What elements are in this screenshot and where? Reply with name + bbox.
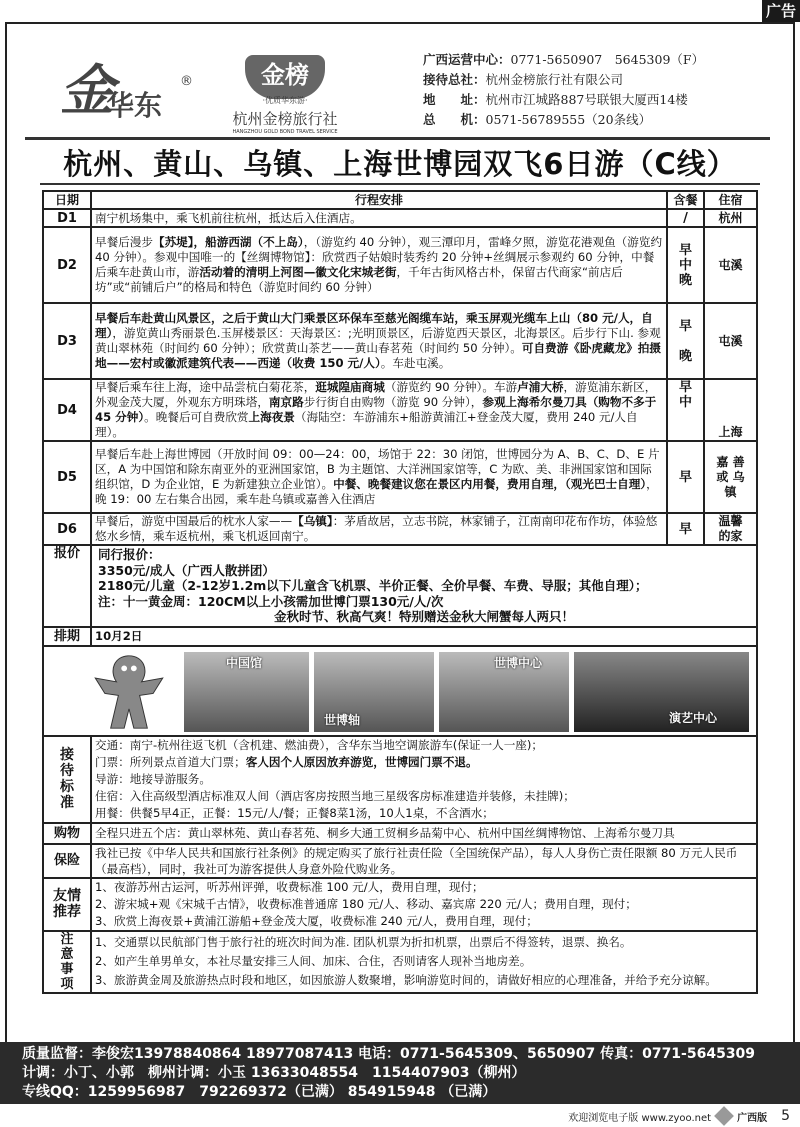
day-stay: 屯溪 bbox=[704, 303, 757, 379]
bold-text-segment: 参观上海希尔曼刀具（购物不多于 45 分钟） bbox=[95, 395, 657, 424]
day-meals: 早 晚 bbox=[667, 303, 704, 379]
note-item: 3、旅游黄金周及旅游热点时段和地区，如因旅游人数聚增，影响游览时间的，请做好相应的心理准备，并给予充分谅解。 bbox=[95, 973, 717, 987]
bold-text-segment: 【乌镇】 bbox=[292, 514, 333, 528]
footer-line: 质量监督：李俊宏13978840864 18977087413 电话：0771-5645309、5650907 传真：0771-5645309 bbox=[22, 1046, 756, 1062]
day-row bbox=[43, 379, 757, 441]
diamond-logo-icon bbox=[714, 1106, 734, 1126]
day-label: D3 bbox=[43, 303, 91, 379]
day-meals: / bbox=[667, 209, 704, 227]
text-segment: ，千年古街风格古朴，保留古代商家“前店后坊”或“前铺后户”的格局和特色（游览时间约 60 分钟） bbox=[95, 265, 623, 294]
day-itinerary bbox=[91, 303, 667, 379]
haibao-mascot-image bbox=[84, 651, 174, 733]
page-title: 杭州、黄山、乌镇、上海世博园双飞6日游（C线） bbox=[63, 147, 737, 181]
day-rows bbox=[43, 209, 757, 545]
text-segment: ，晚 19：00 左右集合出园，乘车赴乌镇或嘉善入住酒店 bbox=[95, 477, 658, 506]
photo-row bbox=[43, 646, 757, 736]
photo-caption: 演艺中心 bbox=[669, 710, 718, 725]
day-label: D6 bbox=[43, 513, 91, 545]
recommend-row bbox=[43, 878, 757, 931]
day-stay: 屯溪 bbox=[704, 227, 757, 303]
ad-tag: 广告 bbox=[762, 0, 800, 22]
shopping-text: 全程只进五个店：黄山翠林苑、黄山春茗苑、桐乡大通工贸桐乡品菊中心、杭州中国丝绸博物馆、上海希尔曼刀具 bbox=[91, 823, 757, 844]
contact-label: 总 机： bbox=[423, 112, 486, 127]
photo-expo-center bbox=[439, 652, 569, 732]
text-segment: ：茅盾故居，立志书院，林家铺子，江南南印花布作坊，体验悠悠水乡情，乘车返杭州，乘飞机返回南宁。 bbox=[95, 514, 658, 543]
reception-label: 接 待 标 准 bbox=[43, 736, 91, 823]
text-segment: ，游览黄山秀丽景色.玉屏楼景区：天海景区：;光明顶景区，后游览西天景区，北海景区。后步行下山. 参观黄山翠林苑（时间约 60 分钟）；欣赏黄山茶艺——黄山春茗苑（时间约 50 分钟）。 bbox=[95, 326, 661, 355]
reception-item bbox=[95, 754, 753, 771]
footer-line: 专线QQ：1259956987 792269372（已满） 854915948 （已满） bbox=[22, 1084, 497, 1100]
bold-text-segment: 活动着的清明上河图—徽文化宋城老街 bbox=[199, 265, 397, 279]
text-segment: 早餐后乘车往上海，途中品尝杭白菊花茶， bbox=[95, 380, 316, 394]
notes-label: 注 意 事 项 bbox=[43, 931, 91, 993]
day-meals: 早 bbox=[667, 513, 704, 545]
contact-row bbox=[423, 70, 704, 90]
day-meals: 早 bbox=[667, 441, 704, 513]
day-stay: 温馨 的家 bbox=[704, 513, 757, 545]
day-itinerary bbox=[91, 513, 667, 545]
contact-info bbox=[423, 50, 704, 130]
jinhuadong-logo bbox=[60, 48, 200, 128]
day-label: D2 bbox=[43, 227, 91, 303]
text-segment: 用餐：供餐5早4正，正餐：15元/人/餐；正餐8菜1汤，10人1桌，不含酒水； bbox=[95, 805, 494, 820]
contact-row bbox=[423, 110, 704, 130]
photo-caption: 世博轴 bbox=[324, 712, 361, 727]
note-item: 1、交通票以民航部门售于旅行社的班次时间为准. 团队机票为折扣机票，出票后不得签转，退票、换名。 bbox=[95, 935, 632, 949]
contact-value: 0771-5650907 5645309（F） bbox=[510, 52, 705, 67]
footer-line: 计调：小丁、小郭 柳州计调：小玉 13633048554 1154407903（柳州） bbox=[22, 1065, 526, 1081]
contact-value: 杭州市江城路887号联银大厦西14楼 bbox=[485, 92, 688, 107]
day-stay: 嘉 善 或 乌 镇 bbox=[704, 441, 757, 513]
jinbang-en: HANGZHOU GOLD BOND TRAVEL SERVICE bbox=[232, 129, 338, 135]
text-segment: ，（游览约 40 分钟），观三潭印月，雷峰夕照，游览花港观鱼（游览约 40 分钟）。参观中国唯一的【丝绸博物馆】：欣赏西子姑娘时装秀约 20 分钟+丝绸展示参观约 60 分钟，中餐后乘车赴黄山市，游 bbox=[95, 235, 663, 279]
text-segment: 步行街自由购物（游览 90 分钟）， bbox=[303, 395, 483, 409]
day-label: D5 bbox=[43, 441, 91, 513]
text-segment: 交通：南宁-杭州往返飞机（含机建、燃油费），含华东当地空调旅游车(保证一人一座)； bbox=[95, 737, 543, 752]
bold-text-segment: 逛城隍庙商城 bbox=[315, 380, 385, 394]
website-text: 欢迎浏览电子版 www.zyoo.net bbox=[568, 1112, 712, 1124]
photo-performance-center bbox=[574, 652, 749, 732]
insurance-text: 我社已按《中华人民共和国旅行社条例》的规定购买了旅行社责任险（全国统保产品），每人人身伤亡责任限额 80 万元人民币（最高档），同时，我社可为游客提供人身意外险代购业务。 bbox=[91, 844, 757, 878]
text-segment: 。晚餐后可自费欣赏 bbox=[144, 410, 249, 424]
bold-text-segment: 早餐后车赴黄山风景区，之后于黄山大门乘景区环保车至慈光阁缆车站，乘玉屏观光缆车上山（80 元/人，自理） bbox=[95, 311, 653, 340]
photo-caption: 世博中心 bbox=[494, 655, 543, 670]
header-day: 日期 bbox=[43, 191, 91, 209]
bold-text-segment: 卢浦大桥 bbox=[517, 380, 564, 394]
jinhuadong-logo-glyph: 金 bbox=[60, 58, 114, 122]
contact-label: 地 址： bbox=[423, 92, 486, 107]
insurance-row bbox=[43, 844, 757, 878]
text-segment: 住宿：入住高级型酒店标准双人间（酒店客房按照当地三星级客房标准建造并装修，未挂牌)； bbox=[95, 788, 575, 803]
day-row bbox=[43, 441, 757, 513]
divider bbox=[40, 183, 760, 185]
price-line: 注：十一黄金周：120CM以上小孩需加世博门票130元/人/次 bbox=[98, 593, 444, 609]
day-stay: 上海 bbox=[704, 379, 757, 441]
page-footer bbox=[568, 1108, 790, 1124]
jinhuadong-logo-text: 华东 bbox=[106, 89, 163, 122]
price-label: 报价 bbox=[43, 545, 91, 627]
text-segment: 南宁机场集中，乘飞机前往杭州，抵达后入住酒店。 bbox=[95, 210, 362, 225]
day-row bbox=[43, 513, 757, 545]
photo-expo-axis bbox=[314, 652, 434, 732]
schedule-row bbox=[43, 627, 757, 646]
photo-caption: 中国馆 bbox=[226, 655, 263, 670]
header-itinerary: 行程安排 bbox=[91, 191, 667, 209]
recommend-list bbox=[91, 878, 757, 931]
text-segment: 早餐后，游览中国最后的枕水人家—— bbox=[95, 514, 293, 528]
page-number: 5 bbox=[781, 1108, 790, 1124]
text-segment: 导游：地接导游服务。 bbox=[95, 771, 211, 786]
text-segment: ，游览浦东新区，外观金茂大厦，外观东方明珠塔， bbox=[95, 380, 657, 409]
contact-row bbox=[423, 50, 704, 70]
contact-label: 接待总社： bbox=[423, 72, 486, 87]
photo-china-pavilion bbox=[184, 652, 309, 732]
reception-list bbox=[91, 736, 757, 823]
text-segment: 早餐后漫步 bbox=[95, 235, 153, 249]
contact-label: 广西运营中心： bbox=[423, 52, 511, 67]
day-row bbox=[43, 209, 757, 227]
day-itinerary bbox=[91, 379, 667, 441]
footer-contact-bar bbox=[0, 1042, 800, 1104]
bold-text-segment: 南京路 bbox=[268, 395, 304, 409]
reception-item bbox=[95, 771, 753, 788]
contact-row bbox=[423, 90, 704, 110]
text-segment: 早餐后车赴上海世博园（开放时间 09：00—24：00，场馆于 22：30 闭馆，世博园分为 A、B、C、D、E 片区，A 为中国馆和除东南亚外的亚洲国家馆，B 为主题馆、大洋洲国家馆等，C 为欧、美、非洲国家馆和国际组织馆，D 为企业馆，E 为新建独立企业馆）。 bbox=[95, 447, 660, 491]
shopping-row bbox=[43, 823, 757, 844]
notes-list bbox=[91, 931, 757, 993]
text-segment: 。车赴屯溪。 bbox=[380, 356, 451, 370]
price-row bbox=[43, 545, 757, 627]
text-segment: 门票：所列景点首道大门票； bbox=[95, 754, 246, 769]
table-header bbox=[43, 191, 757, 209]
contact-value: 0571-56789555（20条线） bbox=[485, 112, 652, 127]
day-itinerary bbox=[91, 227, 667, 303]
day-meals: 早 中 晚 bbox=[667, 227, 704, 303]
jinbang-badge: 金榜 bbox=[245, 55, 325, 99]
reception-item bbox=[95, 737, 753, 754]
schedule-label: 排期 bbox=[43, 627, 91, 646]
day-row bbox=[43, 303, 757, 379]
jinbang-logo bbox=[225, 55, 345, 135]
schedule-value: 10月2日 bbox=[91, 627, 757, 646]
day-label: D1 bbox=[43, 209, 91, 227]
reception-item bbox=[95, 788, 753, 805]
header-stay: 住宿 bbox=[704, 191, 757, 209]
day-meals: 早 中 bbox=[667, 379, 704, 441]
day-itinerary bbox=[91, 441, 667, 513]
day-row bbox=[43, 227, 757, 303]
price-line: 3350元/成人（广西人散拼团） bbox=[98, 562, 275, 578]
bold-text-segment: 中餐、晚餐建议您在景区内用餐，费用自理，（观光巴士自理） bbox=[333, 477, 647, 491]
itinerary-table bbox=[42, 190, 758, 994]
recommend-item: 1、夜游苏州古运河，听苏州评弹，收费标准 100 元/人，费用自理，现付； bbox=[95, 879, 484, 894]
contact-value: 杭州金榜旅行社有限公司 bbox=[485, 72, 624, 87]
recommend-label: 友情 推荐 bbox=[43, 878, 91, 931]
bold-text-segment: 【苏堤】，船游西湖（不上岛） bbox=[152, 235, 304, 249]
day-stay: 杭州 bbox=[704, 209, 757, 227]
bold-text-segment: 客人因个人原因放弃游览，世博园门票不退。 bbox=[245, 754, 478, 769]
recommend-item: 3、欣赏上海夜景+黄浦江游船+登金茂大厦，收费标准 240 元/人，费用自理，现付； bbox=[95, 913, 538, 928]
text-segment: （海陆空：车游浦东+船游黄浦江+登金茂大厦，费用 240 元/人自理）。 bbox=[95, 410, 638, 439]
registered-mark-icon: ® bbox=[180, 74, 193, 89]
divider bbox=[25, 137, 770, 140]
reception-row bbox=[43, 736, 757, 823]
insurance-label: 保险 bbox=[43, 844, 91, 878]
bold-text-segment: 上海夜景 bbox=[248, 410, 295, 424]
notes-row bbox=[43, 931, 757, 993]
promo-line: 金秋时节、秋高气爽！特别赠送金秋大闸蟹每人两只！ bbox=[273, 609, 574, 624]
bold-text-segment: 可自费游《卧虎藏龙》拍摄地——宏村或徽派建筑代表——西递（收费 150 元/人） bbox=[95, 341, 661, 370]
reception-item bbox=[95, 805, 753, 822]
price-line: 同行报价： bbox=[98, 547, 161, 562]
photo-strip bbox=[43, 646, 757, 736]
jinbang-slogan: ·优质华东游· bbox=[262, 96, 308, 105]
price-line: 2180元/儿童（2-12岁1.2m以下儿童含飞机票、半价正餐、全价早餐、车费、导服；其他自理）； bbox=[98, 578, 648, 593]
edition-label: 广西版 bbox=[737, 1112, 768, 1124]
note-item: 2、如产生单男单女，本社尽量安排三人间、加床、合住，否则请客人现补当地房差。 bbox=[95, 954, 532, 968]
recommend-item: 2、游宋城+观《宋城千古情》，收费标准普通席 180 元/人、移动、嘉宾席 220 元/人；费用自理，现付； bbox=[95, 896, 637, 911]
shopping-label: 购物 bbox=[43, 823, 91, 844]
jinbang-name: 杭州金榜旅行社 bbox=[232, 110, 338, 128]
text-segment: （游览约 90 分钟）。车游 bbox=[384, 380, 518, 394]
day-itinerary bbox=[91, 209, 667, 227]
day-label: D4 bbox=[43, 379, 91, 441]
header-meals: 含餐 bbox=[667, 191, 704, 209]
price-cell bbox=[91, 545, 757, 627]
